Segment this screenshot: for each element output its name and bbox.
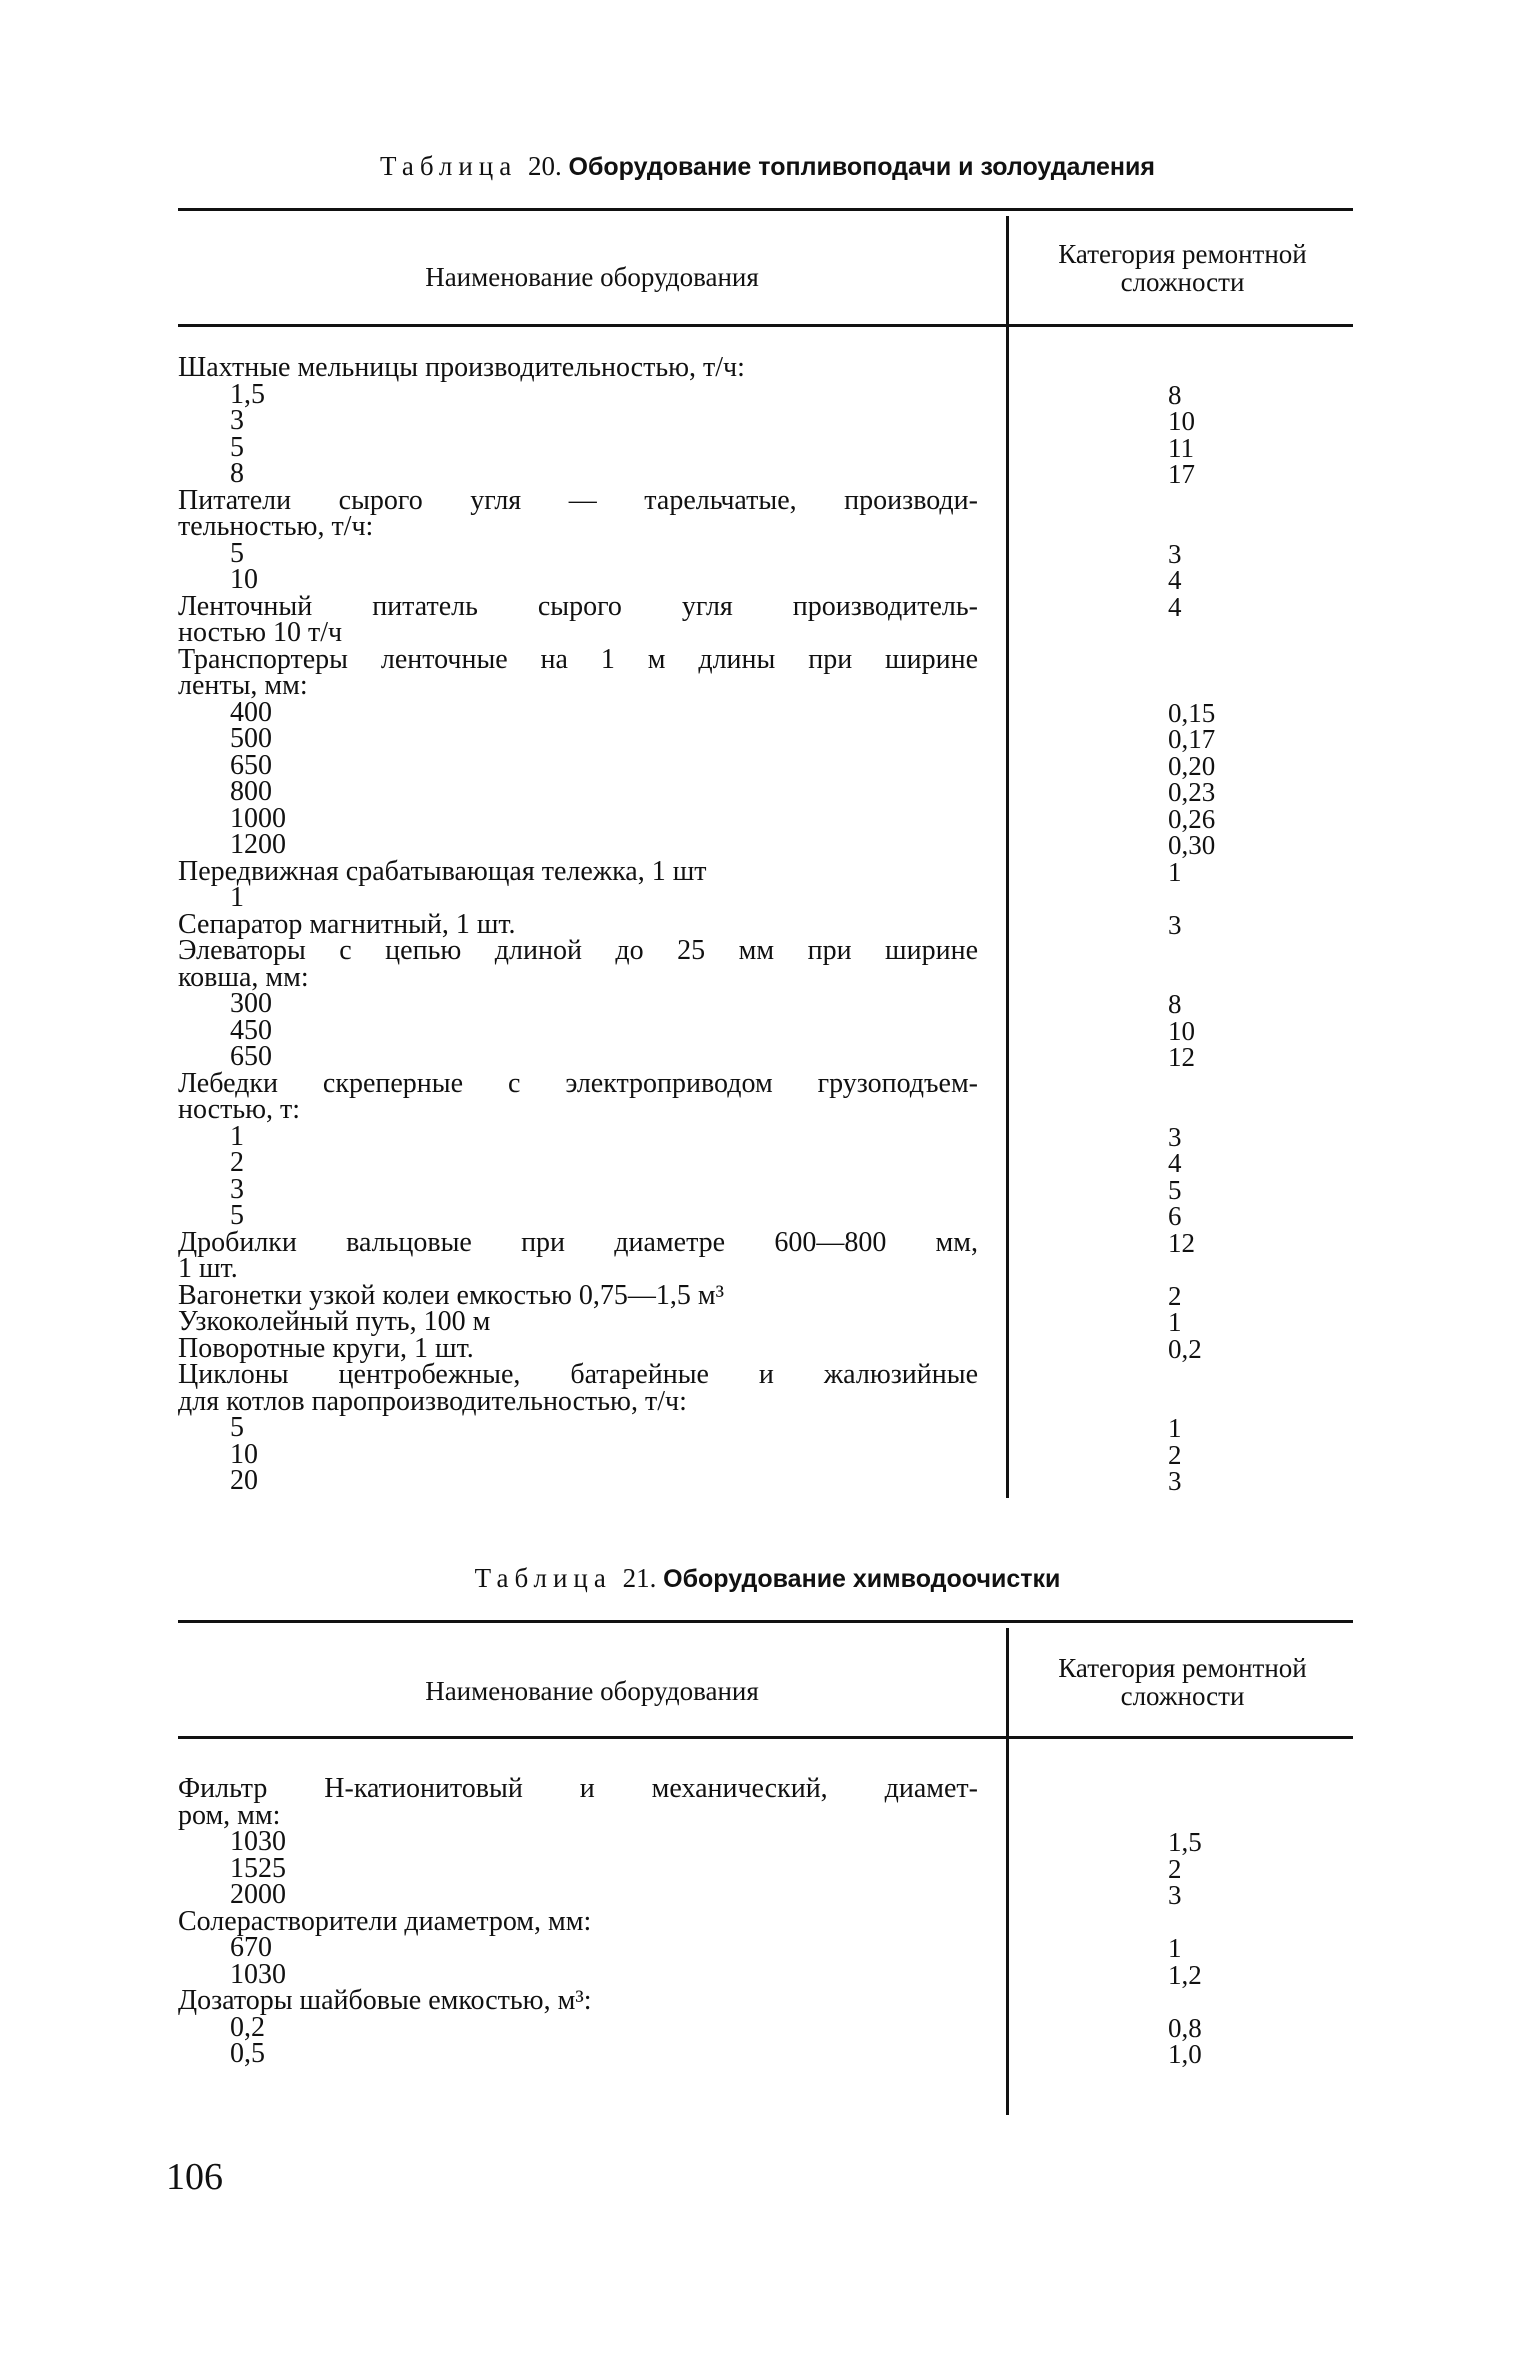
row-equipment-name: Поворотные круги, 1 шт. (178, 1332, 474, 1364)
row-equipment-name: 650 (230, 749, 272, 781)
table-20-col-category-line1: Категория ремонтной (1058, 239, 1307, 269)
row-equipment-name: 300 (230, 988, 272, 1019)
table-21 (178, 1620, 1353, 2115)
row-repair-category: 8 (1168, 379, 1182, 410)
table-row (178, 537, 1353, 569)
table-row (178, 1879, 1353, 1910)
page-number: 106 (166, 2156, 223, 2198)
row-repair-category: 0,15 (1168, 697, 1216, 728)
row-equipment-name: Передвижная срабатывающая тележка, 1 шт (178, 855, 707, 887)
row-repair-category: 0,17 (1168, 724, 1216, 754)
row-equipment-name: 5 (230, 537, 244, 569)
table-row (178, 1120, 1353, 1152)
row-equipment-name: 3 (230, 1173, 244, 1205)
row-repair-category: 1 (1168, 1413, 1182, 1443)
row-equipment-name: 1030 (230, 1826, 286, 1857)
table-row (178, 458, 1353, 489)
row-equipment-name: Шахтные мельницы производительностью, т/ч: (178, 352, 745, 383)
table-row (178, 1799, 1353, 1831)
table-row (178, 511, 1353, 542)
table-row (178, 882, 1353, 913)
table-row (178, 723, 1353, 754)
table-row (178, 1147, 1353, 1178)
row-equipment-name: ленты, мм: (178, 670, 308, 701)
row-repair-category: 17 (1168, 459, 1195, 489)
table-row (178, 1094, 1353, 1125)
table-row (178, 1359, 1353, 1390)
table-row (178, 564, 1353, 595)
table-21-col-category-header (1012, 1654, 1353, 1710)
table-row (178, 1985, 1353, 2016)
table-21-caption (0, 1562, 1535, 1595)
row-equipment-name: 10 (230, 564, 258, 595)
row-equipment-name: Солерастворители диаметром, мм: (178, 1905, 592, 1937)
table-row (178, 1226, 1353, 1258)
row-repair-category: 1 (1168, 1307, 1182, 1337)
table-row (178, 2038, 1353, 2069)
table-row (178, 1905, 1353, 1937)
row-equipment-name: ром, мм: (178, 1799, 281, 1831)
row-repair-category: 10 (1168, 1015, 1195, 1046)
row-equipment-name: 1000 (230, 802, 286, 834)
row-repair-category: 11 (1168, 432, 1194, 463)
row-equipment-name: 1 (230, 882, 244, 913)
table-row (178, 829, 1353, 860)
table-21-col-category-line1: Категория ремонтной (1058, 1653, 1307, 1683)
row-repair-category: 0,8 (1168, 2012, 1202, 2043)
table-row (178, 1852, 1353, 1884)
row-repair-category: 1 (1168, 1933, 1182, 1963)
row-equipment-name: Элеваторы с цепью длиной до 25 мм при ширине (178, 935, 978, 966)
row-repair-category: 3 (1168, 909, 1182, 940)
row-repair-category: 0,30 (1168, 830, 1216, 860)
row-equipment-name: Узкоколейный путь, 100 м (178, 1306, 491, 1337)
row-equipment-name: 5 (230, 431, 244, 463)
row-repair-category: 6 (1168, 1201, 1182, 1231)
row-equipment-name: 1 (230, 1120, 244, 1152)
row-repair-category: 0,23 (1168, 777, 1216, 807)
row-equipment-name: 800 (230, 776, 272, 807)
row-equipment-name: ковша, мм: (178, 961, 309, 993)
row-equipment-name: Циклоны центробежные, батарейные и жалюзийные (178, 1359, 978, 1390)
row-repair-category: 10 (1168, 406, 1195, 436)
row-equipment-name: Лебедки скреперные с электроприводом грузоподъем- (178, 1067, 978, 1099)
row-repair-category: 1,0 (1168, 2039, 1202, 2069)
table-row (178, 617, 1353, 648)
row-repair-category: 4 (1168, 591, 1182, 622)
table-20-caption-number: 20. (528, 151, 562, 181)
row-equipment-name: 1,5 (230, 378, 265, 410)
table-row (178, 1306, 1353, 1337)
row-equipment-name: Ленточный питатель сырого угля производитель- (178, 590, 978, 622)
table-20-caption-label: Таблица (380, 151, 518, 181)
table-row (178, 935, 1353, 966)
table-21-header (178, 1620, 1353, 1738)
table-20-body (178, 352, 1353, 1496)
row-repair-category: 5 (1168, 1174, 1182, 1205)
table-row (178, 1465, 1353, 1496)
row-equipment-name: 650 (230, 1041, 272, 1072)
row-equipment-name: 1525 (230, 1852, 286, 1884)
table-21-caption-label: Таблица (474, 1563, 612, 1593)
table-20-col-name-header: Наименование оборудования (425, 262, 759, 292)
table-20-caption (0, 150, 1535, 183)
row-repair-category: 3 (1168, 1880, 1182, 1910)
row-equipment-name: 1200 (230, 829, 286, 860)
row-repair-category: 2 (1168, 1280, 1182, 1311)
row-repair-category: 12 (1168, 1227, 1195, 1258)
row-equipment-name: Дозаторы шайбовые емкостью, м³: (178, 1985, 592, 2016)
row-equipment-name: 5 (230, 1412, 244, 1443)
table-21-caption-title: Оборудование химводоочистки (663, 1565, 1061, 1593)
row-equipment-name: ностью, т: (178, 1094, 301, 1125)
table-row (178, 352, 1353, 383)
table-row (178, 670, 1353, 701)
row-repair-category: 4 (1168, 1148, 1182, 1178)
row-equipment-name: Транспортеры ленточные на 1 м длины при ширине (178, 643, 978, 675)
table-row (178, 749, 1353, 781)
row-equipment-name: 500 (230, 723, 272, 754)
row-repair-category: 2 (1168, 1439, 1182, 1470)
row-equipment-name: 5 (230, 1200, 244, 1231)
table-21-col-name-header: Наименование оборудования (425, 1676, 759, 1706)
row-repair-category: 3 (1168, 1121, 1182, 1152)
table-21-body (178, 1773, 1353, 2069)
table-21-col-category-line2: сложности (1120, 1681, 1245, 1711)
table-row (178, 1253, 1353, 1284)
table-row (178, 988, 1353, 1019)
row-repair-category: 0,20 (1168, 750, 1216, 781)
row-equipment-name: 8 (230, 458, 244, 489)
row-equipment-name: ностью 10 т/ч (178, 617, 343, 648)
table-row (178, 1041, 1353, 1072)
row-repair-category: 3 (1168, 1466, 1182, 1496)
table-row (178, 696, 1353, 728)
row-equipment-name: Фильтр Н-катионитовый и механический, диамет- (178, 1773, 978, 1804)
table-20-col-category-line2: сложности (1120, 267, 1245, 297)
row-equipment-name: 3 (230, 405, 244, 436)
table-row (178, 1438, 1353, 1470)
table-row (178, 1773, 1353, 1804)
table-row (178, 1200, 1353, 1231)
table-row (178, 855, 1353, 887)
row-repair-category: 0,2 (1168, 1333, 1202, 1364)
table-row (178, 802, 1353, 834)
table-row (178, 1173, 1353, 1205)
row-repair-category: 1 (1168, 856, 1182, 887)
row-repair-category: 4 (1168, 565, 1182, 595)
table-row (178, 1014, 1353, 1046)
row-repair-category: 1,5 (1168, 1827, 1202, 1857)
row-equipment-name: 450 (230, 1014, 272, 1046)
row-repair-category: 0,26 (1168, 803, 1216, 834)
row-repair-category: 8 (1168, 989, 1182, 1019)
row-equipment-name: для котлов паропроизводительностью, т/ч: (178, 1385, 687, 1417)
table-20-header-rule (178, 324, 1353, 327)
table-row (178, 1932, 1353, 1963)
row-equipment-name: 670 (230, 1932, 272, 1963)
table-row (178, 590, 1353, 622)
table-20 (178, 208, 1353, 1498)
row-repair-category: 12 (1168, 1042, 1195, 1072)
table-row (178, 378, 1353, 410)
row-equipment-name: Питатели сырого угля — тарельчатые, производи- (178, 484, 978, 516)
row-repair-category: 1,2 (1168, 1959, 1202, 1990)
table-20-caption-title: Оборудование топливоподачи и золоудаления (568, 153, 1155, 181)
row-equipment-name: 0,5 (230, 2038, 265, 2069)
row-repair-category: 3 (1168, 538, 1182, 569)
table-row (178, 1067, 1353, 1099)
table-row (178, 1412, 1353, 1443)
row-equipment-name: тельностью, т/ч: (178, 511, 374, 542)
table-row (178, 405, 1353, 436)
table-row (178, 1826, 1353, 1857)
table-row (178, 1385, 1353, 1417)
table-21-caption-number: 21. (622, 1563, 657, 1593)
row-equipment-name: 400 (230, 696, 272, 728)
table-20-header (178, 208, 1353, 326)
row-equipment-name: 20 (230, 1465, 258, 1496)
table-20-col-category-header (1012, 240, 1353, 296)
row-equipment-name: 10 (230, 1438, 258, 1470)
table-21-header-rule (178, 1736, 1353, 1739)
table-row (178, 2011, 1353, 2043)
row-equipment-name: 2 (230, 1147, 244, 1178)
row-equipment-name: 1 шт. (178, 1253, 238, 1284)
row-equipment-name: Вагонетки узкой колеи емкостью 0,75—1,5 м³ (178, 1279, 725, 1311)
table-row (178, 776, 1353, 807)
row-equipment-name: 2000 (230, 1879, 286, 1910)
row-equipment-name: 0,2 (230, 2011, 265, 2043)
table-row (178, 431, 1353, 463)
table-row (178, 961, 1353, 993)
row-equipment-name: 1030 (230, 1958, 286, 1990)
row-equipment-name: Дробилки вальцовые при диаметре 600—800 мм, (178, 1226, 978, 1258)
row-repair-category: 2 (1168, 1853, 1182, 1884)
row-equipment-name: Сепаратор магнитный, 1 шт. (178, 908, 516, 940)
table-row (178, 643, 1353, 675)
